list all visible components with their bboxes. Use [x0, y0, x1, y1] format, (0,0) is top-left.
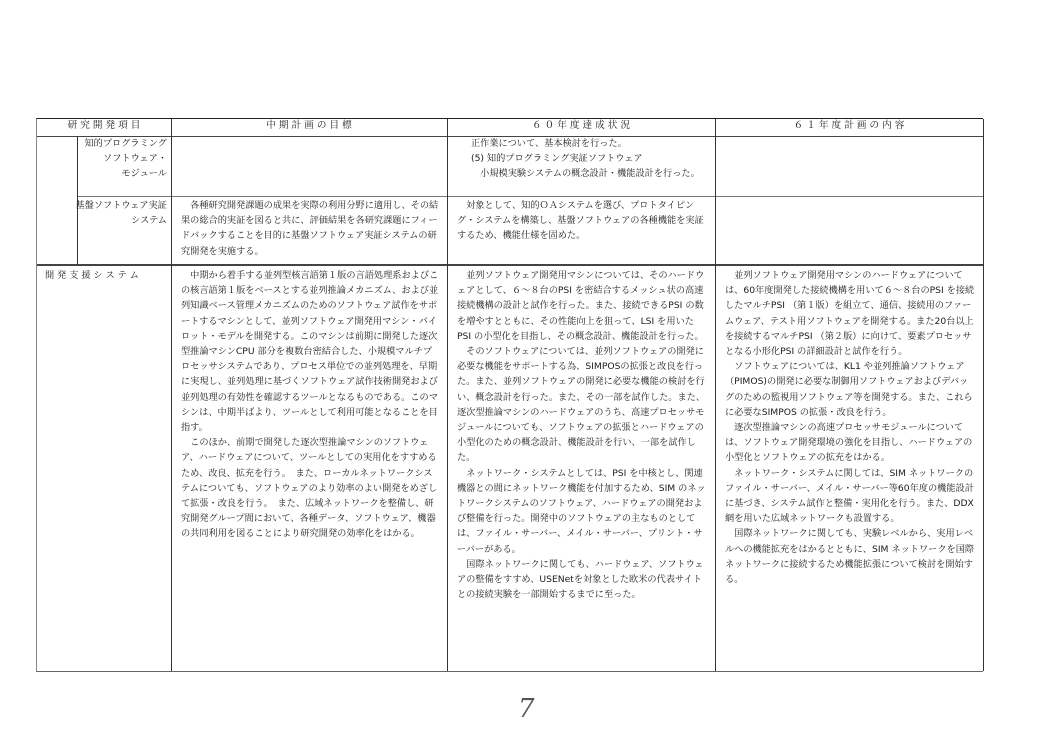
row-plan-text — [715, 196, 983, 264]
row-status-text: 並列ソフトウェア開発用マシンについては、そのハードウェアとして、６～８台のPSI を密結合するメッシュ状の高速接続機構の設計と試作を行った。また、接続できるPSI の数を増やすとともに、その性能向上を狙って、LSI を用いたPSI の小型化を目指し、その概念設計、機能設計を行った。 そのソフトウェアについては、並列ソフトウェアの開発に必要な機能をサポートする為、SIMPOSの拡張と改良を行った。また、並列ソフトウェアの開発に必要な機能の検討を行い、概念設計を行った。また、その一部を試作した。また、逐次型推論マシンのハードウェアのうち、高速プロセッサモジュールについても、ソフトウェアの拡張とハードウェアの小型化のための概念設計、機能設計を行い、一部を試作した。 ネットワーク・システムとしては、PSI を中核とし、関連機器との間にネットワーク機能を付加するため、SIM のネットワークシステムのソフトウェア、ハードウェアの開発および整備を行った。開発中のソフトウェアの主なものとしては、ファイル・サーバー、メイル・サーバー、プリント・サーバーがある。 国際ネットワークに関しても、ハードウェア、ソフトウェアの整備をすすめ、USENetを対象とした欧米の代表サイトとの接続実験を一部開始するまでに至った。 — [457, 270, 706, 601]
column-divider — [171, 119, 172, 671]
row-item-label: 知的プログラミング ソフトウェア・ モジュール — [84, 138, 167, 180]
row-goal-text — [171, 136, 447, 196]
header-item: 研 究 開 発 項 目 — [67, 120, 141, 131]
header-status: ６ ０ 年 度 達 成 状 況 — [531, 120, 631, 131]
document-table — [36, 118, 983, 672]
row-divider — [37, 264, 983, 266]
row-status-text: 対象として、知的ＯＡシステムを選び、プロトタイピング・システムを構築し、基盤ソフトウェアの各種機能を実証するため、機能仕様を固めた。 — [457, 200, 704, 242]
row-item-label: 基盤ソフトウェア実証 システム — [75, 200, 167, 227]
column-divider — [983, 119, 984, 671]
column-divider — [715, 119, 716, 671]
table-row — [37, 136, 983, 196]
header-plan: ６ １ 年 度 計 画 の 内 容 — [793, 120, 905, 131]
row-goal-text: 各種研究開発課題の成果を実際の利用分野に適用し、その結果の総合的実証を図ると共に、評価結果を各研究課題にフィードバックすることを目的に基盤ソフトウェア実証システムの研究開発を実施する。 — [181, 200, 439, 257]
row-plan-text — [715, 136, 983, 196]
table-header-row — [37, 119, 983, 136]
page-number: 7 — [518, 694, 535, 724]
sub-item-divider — [77, 136, 78, 264]
table-row — [37, 266, 983, 671]
header-divider — [37, 136, 983, 137]
row-plan-text: 並列ソフトウェア開発用マシンのハードウェアについては、60年度開発した接続機構を用いて６～８台のPSI を接続したマルチPSI （第１版）を組立て、通信、接続用のファームウェア、テスト用ソフトウェアを開発する。また20台以上を接続するマルチPSI （第２版）に向けて、要素プロセッサとなる小形化PSI の詳細設計と試作を行う。 ソフトウェアについては、KL1 や並列推論ソフトウェア（PIMOS)の開発に必要な制御用ソフトウェアおよびデバッグのための監視用ソフトウェア等を開発する。また、これらに必要なSIMPOS の拡張・改良を行う。 逐次型推論マシンの高速プロセッサモジュールについては、ソフトウェア開発環境の強化を目指し、ハードウェアの小型化とソフトウェアの拡充をはかる。 ネットワーク・システムに関しては、SIM ネットワークのファイル・サーバー、メイル・サーバー等60年度の機能設計に基づき、システム試作と整備・実用化を行う。また、DDX 網を用いた広域ネットワークも設置する。 国際ネットワークに関しても、実験レベルから、実用レベルへの機能拡充をはかるとともに、SIM ネットワークを国際ネットワークに接続するため機能拡張について検討を開始する。 — [725, 270, 975, 586]
column-divider — [447, 119, 448, 671]
table-row — [37, 196, 983, 264]
header-goal: 中 期 計 画 の 目 標 — [266, 120, 352, 131]
row-divider — [77, 196, 983, 197]
row-status-text: 正作業について、基本検討を行った。 (5) 知的プログラミング実証ソフトウェア 小規模実験システムの概念設計・機能設計を行った。 — [471, 138, 700, 180]
row-goal-text: 中期から着手する並列型核言語第１版の言語処理系およびこの核言語第１版をベースとする並列推論メカニズム、および並列知識ベース管理メカニズムのためのソフトウェア試作をサポートするマシンとして、並列ソフトウェア開発用マシン・パイロット・モデルを開発する。このマシンは前期に開発した逐次型推論マシンCPU 部分を複数台密結合した、小規模マルチプロセッサシステムであり、プロセス単位での並列処理を、早期に実現し、並列処理に基づくソフトウェア試作技術開発および並列処理の有効性を確認するツールとなるものである。このマシンは、中期半ばより、ツールとして利用可能となることを目指す。 このほか、前期で開発した逐次型推論マシンのソフトウェア、ハードウェアについて、ツールとしての実用化をすすめるため、改良、拡充を行う。 また、ローカルネットワークシステムについても、ソフトウェアのより効率のよい開発をめざして拡張・改良を行う。 また、広域ネットワークを整備し、研究開発グループ間において、各種データ、ソフトウェア、機器の共同利用を図ることにより研究開発の効率化をはかる。 — [181, 270, 439, 540]
row-item-label: 開 発 支 援 シ ス テ ム — [45, 270, 139, 281]
